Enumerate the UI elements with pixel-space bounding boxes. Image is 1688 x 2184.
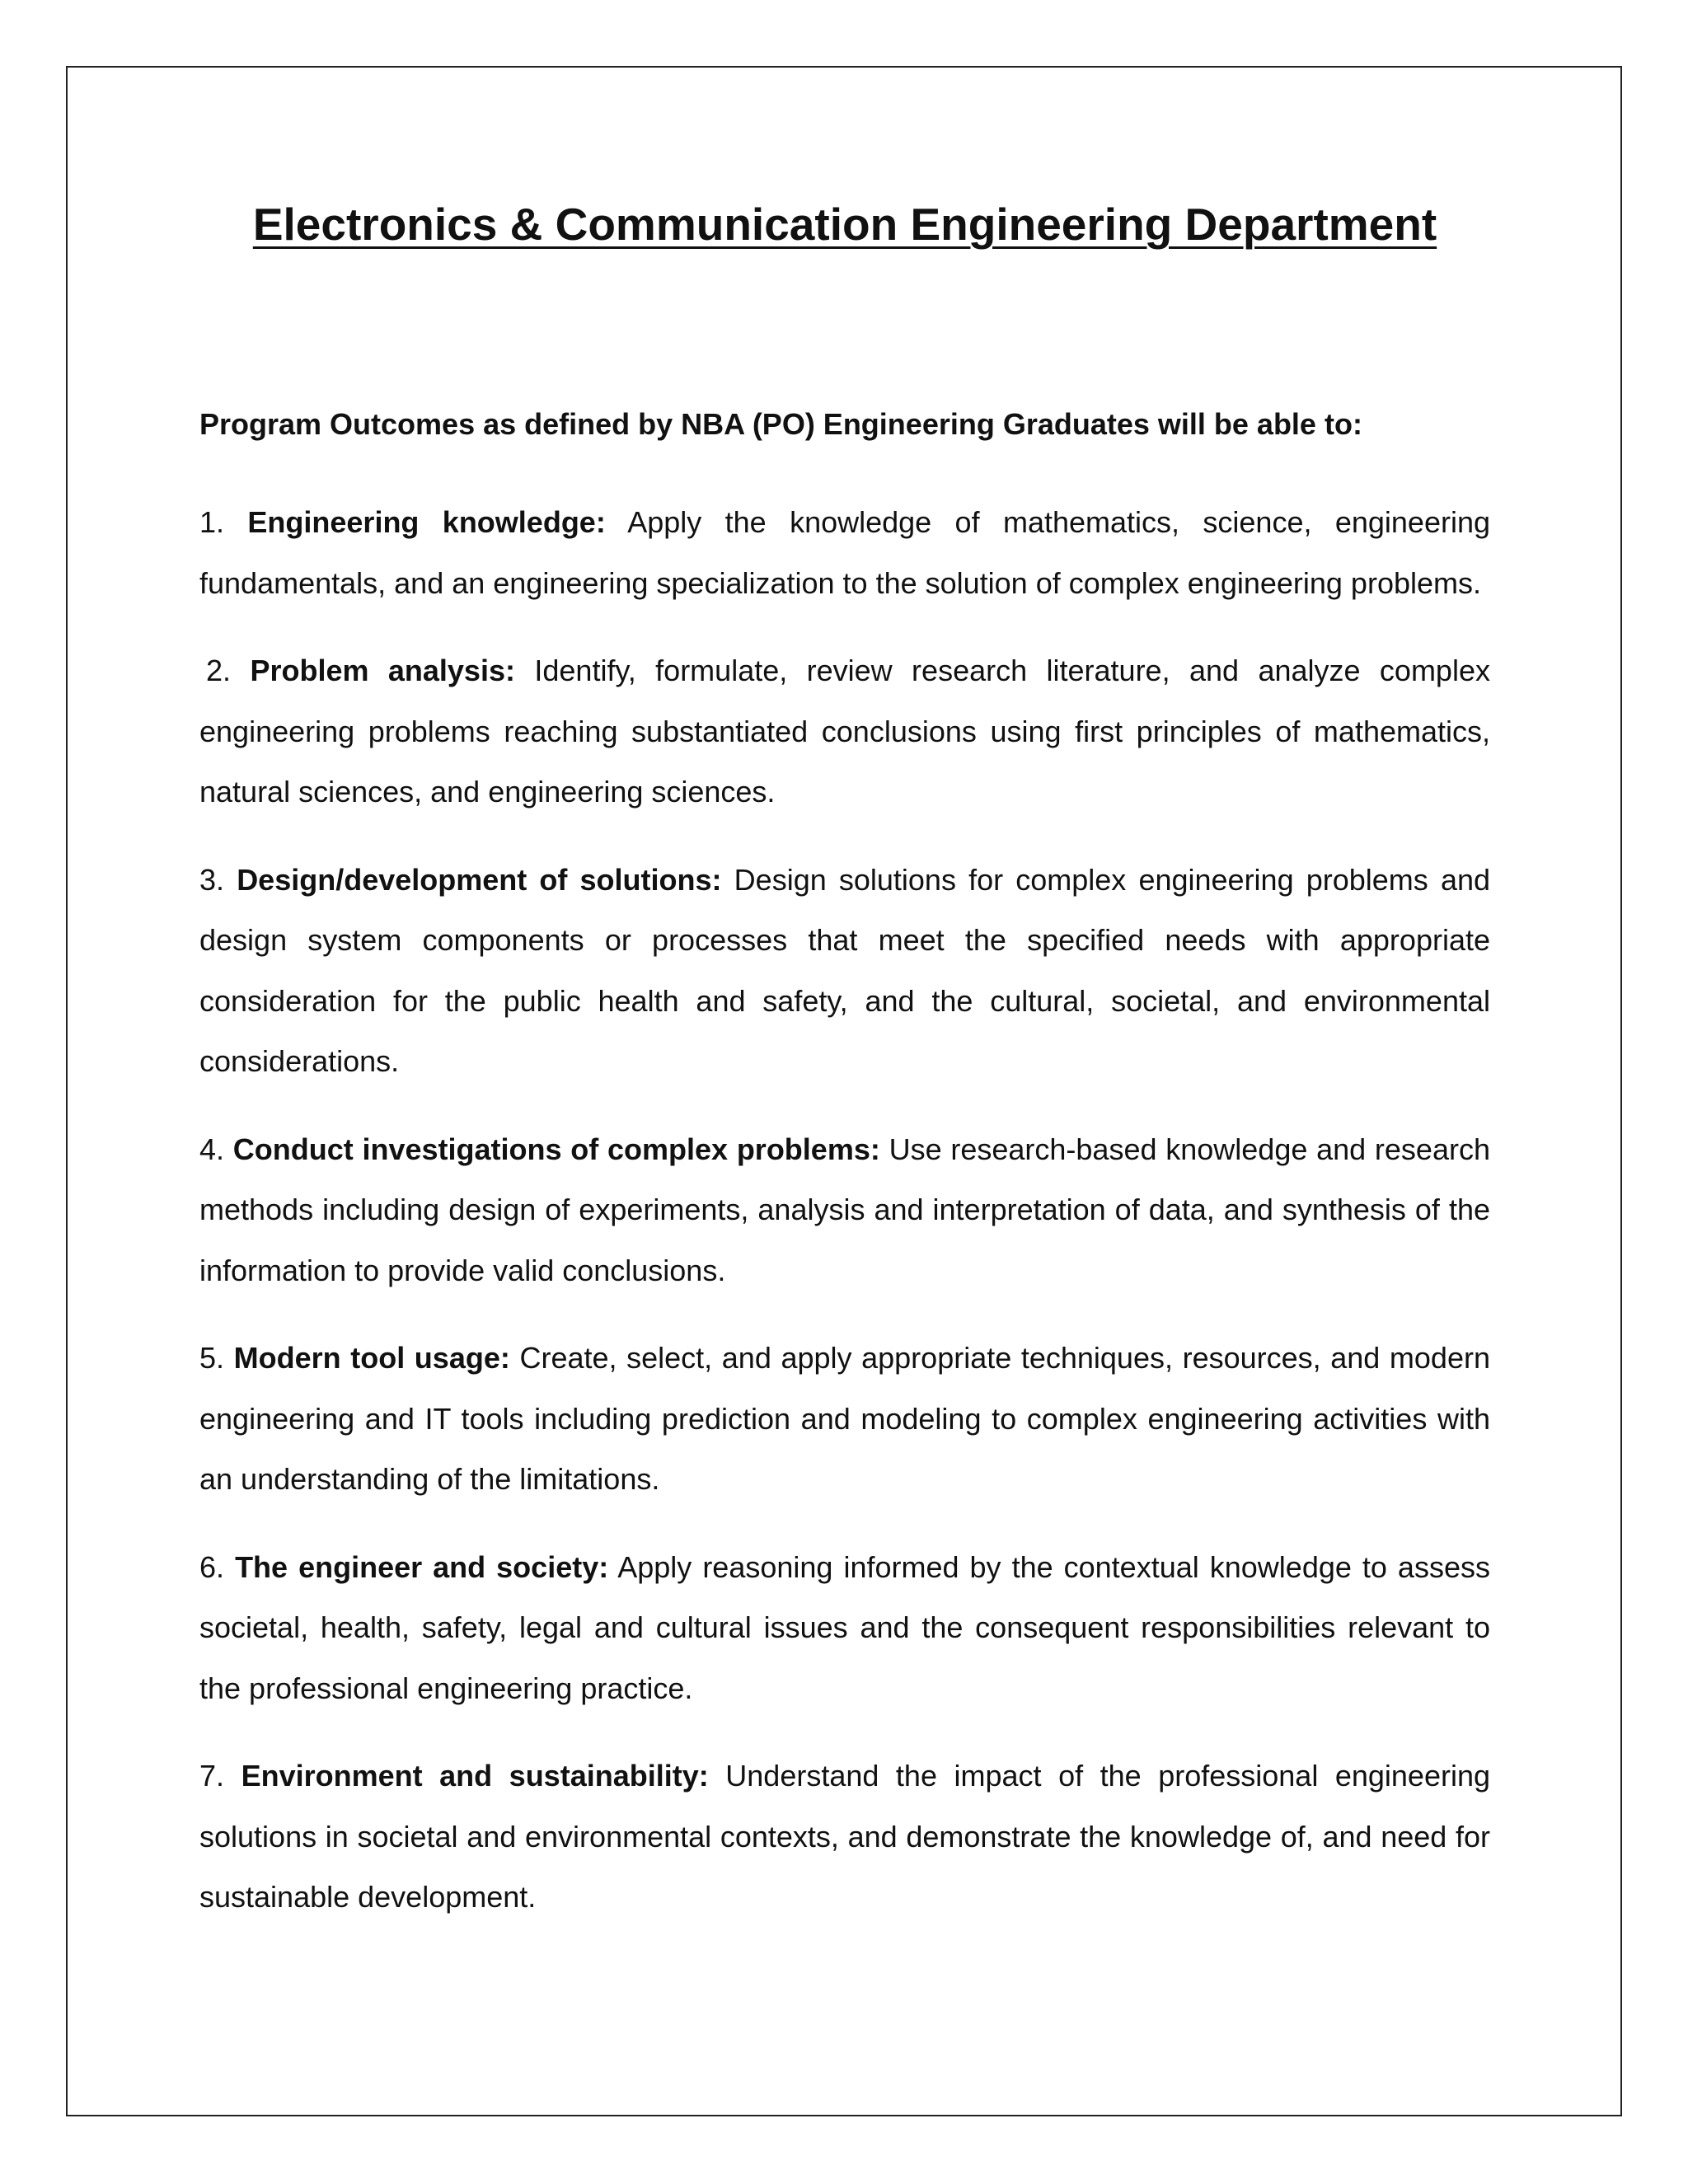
outcome-text: Identify, formulate, review research literature, and analyze complex engineering problems reaching substantiated conclusions using first principles of mathematics, natural sciences, and engineering sciences.	[199, 654, 1490, 808]
outcome-item-3	[199, 850, 1490, 1092]
outcome-text: Apply the knowledge of mathematics, science, engineering fundamentals, and an engineering specialization to the solution of complex engineering problems.	[199, 505, 1490, 600]
outcome-text: Design solutions for complex engineering problems and design system components or processes that meet the specified needs with appropriate consideration for the public health and safety, and the cultural, societal, and environmental considerations.	[199, 862, 1491, 1078]
outcome-item-4	[199, 1119, 1490, 1301]
outcome-label: Environment and sustainability:	[241, 1759, 709, 1793]
outcome-label: Conduct investigations of complex problems:	[232, 1132, 880, 1166]
outcome-text: Use research-based knowledge and research methods including design of experiments, analysis and interpretation of data, and synthesis of the information to provide valid conclusions.	[199, 1132, 1490, 1287]
outcome-item-7	[199, 1746, 1490, 1928]
outcome-item-5	[199, 1328, 1490, 1510]
department-title: Electronics & Communication Engineering Department	[252, 199, 1437, 250]
outcome-label: Modern tool usage:	[233, 1341, 510, 1375]
outcome-label: Design/development of solutions:	[237, 862, 722, 897]
outcome-text: Understand the impact of the professional engineering solutions in societal and environmental contexts, and demonstrate the knowledge of, and need for sustainable development.	[199, 1759, 1491, 1914]
outcome-item-2	[199, 640, 1490, 823]
outcome-item-1	[199, 492, 1490, 613]
outcome-label: Problem analysis:	[250, 654, 515, 687]
outcome-number: 7.	[199, 1759, 225, 1793]
outcome-number: 2.	[206, 654, 232, 687]
outcome-number: 1.	[199, 505, 225, 539]
outcome-number: 6.	[199, 1549, 225, 1584]
outcome-number: 4.	[199, 1132, 225, 1166]
outcome-number: 3.	[199, 862, 225, 897]
outcome-item-6	[199, 1537, 1490, 1719]
outcome-text: Apply reasoning informed by the contextual knowledge to assess societal, health, safety, legal and cultural issues and the consequent responsibilities relevant to the professional engineering practice.	[199, 1549, 1490, 1705]
program-outcomes-intro: Program Outcomes as defined by NBA (PO) Engineering Graduates will be able to:	[199, 407, 1362, 441]
outcome-label: The engineer and society:	[235, 1549, 609, 1584]
outcome-text: Create, select, and apply appropriate techniques, resources, and modern engineering and IT tools including prediction and modeling to complex engineering activities with an understanding of the limitations.	[199, 1341, 1490, 1496]
outcome-label: Engineering knowledge:	[247, 505, 606, 539]
outcome-number: 5.	[199, 1341, 225, 1375]
outcomes-list	[199, 492, 1490, 1955]
